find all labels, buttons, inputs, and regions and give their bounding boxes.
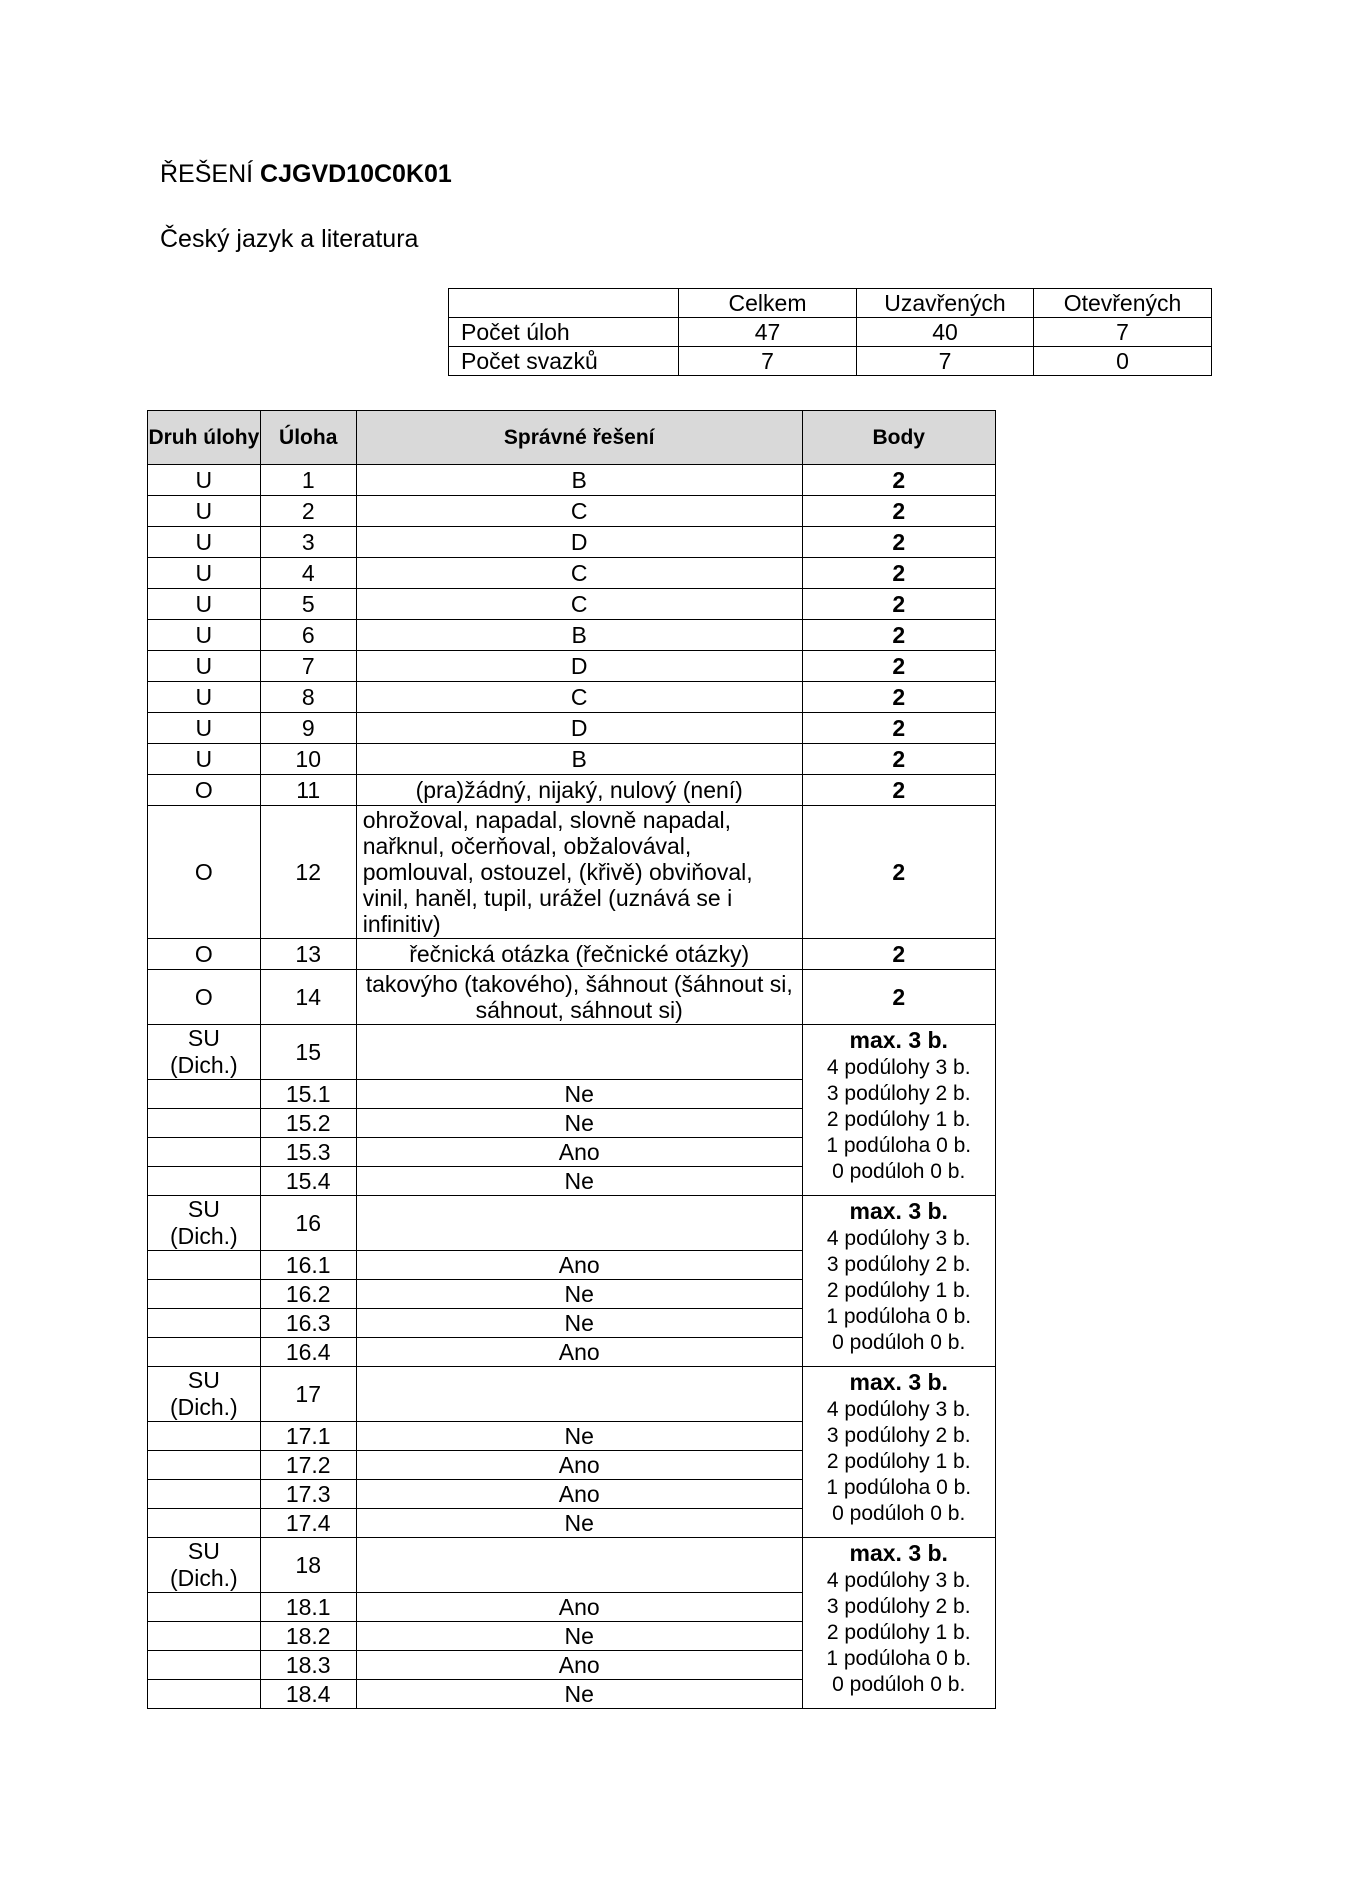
task-type-cell: O	[148, 806, 261, 939]
subtask-number-cell: 17.4	[260, 1509, 356, 1538]
solution-cell: (pra)žádný, nijaký, nulový (není)	[356, 775, 802, 806]
task-type-cell: SU (Dich.)	[148, 1367, 261, 1422]
table-row	[148, 744, 996, 775]
subject-heading: Český jazyk a literatura	[160, 225, 419, 253]
subtask-number-cell: 18.2	[260, 1622, 356, 1651]
task-type-cell	[148, 1680, 261, 1709]
points-cell: 2	[802, 970, 995, 1025]
task-number-cell: 1	[260, 465, 356, 496]
document-title	[160, 160, 452, 189]
table-row	[148, 496, 996, 527]
task-type-cell	[148, 1280, 261, 1309]
solution-cell: Ano	[356, 1251, 802, 1280]
task-number-cell: 13	[260, 939, 356, 970]
task-type-cell: U	[148, 651, 261, 682]
summary-col-header: Uzavřených	[857, 289, 1034, 318]
task-type-cell	[148, 1309, 261, 1338]
scoring-rule-line: 2 podúlohy 1 b.	[826, 1279, 971, 1302]
subtask-number-cell: 17.1	[260, 1422, 356, 1451]
subtask-number-cell: 18.4	[260, 1680, 356, 1709]
solution-cell: Ne	[356, 1167, 802, 1196]
task-type-cell: U	[148, 558, 261, 589]
table-row	[148, 806, 996, 939]
group-header-row	[148, 1025, 996, 1080]
subtask-number-cell: 16.4	[260, 1338, 356, 1367]
header-task-type: Druh úlohy	[148, 411, 261, 465]
points-cell: 2	[802, 558, 995, 589]
task-number-cell: 9	[260, 713, 356, 744]
solution-cell	[356, 1196, 802, 1251]
summary-cell: 7	[1034, 318, 1212, 347]
solution-cell: Ne	[356, 1109, 802, 1138]
task-type-cell: U	[148, 527, 261, 558]
scoring-rule-line: 3 podúlohy 2 b.	[826, 1595, 971, 1618]
table-row	[148, 713, 996, 744]
summary-cell: 47	[679, 318, 857, 347]
task-type-cell	[148, 1422, 261, 1451]
scoring-rules-cell	[802, 1025, 995, 1196]
scoring-rules-cell	[802, 1538, 995, 1709]
task-number-cell: 8	[260, 682, 356, 713]
task-number-cell: 12	[260, 806, 356, 939]
solution-cell	[356, 1025, 802, 1080]
summary-row-label: Počet úloh	[449, 318, 679, 347]
scoring-rules-cell	[802, 1196, 995, 1367]
subtask-number-cell: 15.2	[260, 1109, 356, 1138]
scoring-rule-line: 2 podúlohy 1 b.	[826, 1108, 971, 1131]
points-cell: 2	[802, 589, 995, 620]
header-task: Úloha	[260, 411, 356, 465]
subtask-number-cell: 18.1	[260, 1593, 356, 1622]
table-row	[148, 558, 996, 589]
task-type-cell: U	[148, 465, 261, 496]
scoring-rule-line: 0 podúloh 0 b.	[832, 1502, 966, 1525]
answer-header-row	[148, 411, 996, 465]
table-row	[148, 939, 996, 970]
task-type-cell: U	[148, 496, 261, 527]
summary-row-label: Počet svazků	[449, 347, 679, 376]
table-row	[148, 527, 996, 558]
scoring-rule-line: 2 podúlohy 1 b.	[826, 1621, 971, 1644]
solution-cell: C	[356, 496, 802, 527]
task-type-cell	[148, 1138, 261, 1167]
task-type-cell: U	[148, 713, 261, 744]
subtask-number-cell: 17.3	[260, 1480, 356, 1509]
subtask-number-cell: 17.2	[260, 1451, 356, 1480]
table-row	[148, 589, 996, 620]
task-number-cell: 10	[260, 744, 356, 775]
scoring-rule-line: 2 podúlohy 1 b.	[826, 1450, 971, 1473]
task-type-cell: SU (Dich.)	[148, 1025, 261, 1080]
summary-cell: 7	[679, 347, 857, 376]
solution-cell: D	[356, 713, 802, 744]
solution-cell	[356, 1538, 802, 1593]
scoring-rule-line: 4 podúlohy 3 b.	[826, 1569, 971, 1592]
solution-cell: C	[356, 558, 802, 589]
task-number-cell: 4	[260, 558, 356, 589]
task-number-cell: 16	[260, 1196, 356, 1251]
table-row	[148, 465, 996, 496]
task-number-cell: 2	[260, 496, 356, 527]
solution-cell: Ano	[356, 1480, 802, 1509]
task-type-cell	[148, 1167, 261, 1196]
solution-cell: ohrožoval, napadal, slovně napadal, nařknul, očerňoval, obžalovával, pomlouval, ostouzel, (křivě) obviňoval, vinil, haněl, tupil, urážel (uznává se i infinitiv)	[356, 806, 802, 939]
task-type-cell: SU (Dich.)	[148, 1196, 261, 1251]
points-cell: 2	[802, 465, 995, 496]
solution-cell: Ne	[356, 1680, 802, 1709]
answer-key-table	[147, 410, 996, 1709]
points-cell: 2	[802, 744, 995, 775]
points-cell: 2	[802, 620, 995, 651]
task-number-cell: 3	[260, 527, 356, 558]
task-type-cell: SU (Dich.)	[148, 1538, 261, 1593]
points-cell: 2	[802, 775, 995, 806]
summary-col-header: Otevřených	[1034, 289, 1212, 318]
solution-cell: B	[356, 465, 802, 496]
solution-cell: Ne	[356, 1422, 802, 1451]
solution-cell: Ano	[356, 1338, 802, 1367]
task-type-cell	[148, 1509, 261, 1538]
points-cell: 2	[802, 806, 995, 939]
summary-col-header: Celkem	[679, 289, 857, 318]
solution-cell: Ano	[356, 1451, 802, 1480]
scoring-rule-line: 1 podúloha 0 b.	[826, 1134, 972, 1157]
scoring-max: max. 3 b.	[849, 1540, 948, 1566]
task-type-cell	[148, 1593, 261, 1622]
summary-cell: 0	[1034, 347, 1212, 376]
task-type-cell	[148, 1109, 261, 1138]
scoring-rule-line: 3 podúlohy 2 b.	[826, 1253, 971, 1276]
header-points: Body	[802, 411, 995, 465]
solution-cell: Ne	[356, 1080, 802, 1109]
points-cell: 2	[802, 527, 995, 558]
task-type-cell: O	[148, 775, 261, 806]
header-solution: Správné řešení	[356, 411, 802, 465]
task-number-cell: 17	[260, 1367, 356, 1422]
scoring-rule-line: 3 podúlohy 2 b.	[826, 1082, 971, 1105]
scoring-rule-line: 4 podúlohy 3 b.	[826, 1056, 971, 1079]
group-header-row	[148, 1196, 996, 1251]
solution-cell: Ne	[356, 1622, 802, 1651]
task-number-cell: 11	[260, 775, 356, 806]
scoring-rule-line: 1 podúloha 0 b.	[826, 1305, 972, 1328]
task-number-cell: 14	[260, 970, 356, 1025]
summary-header-row	[449, 289, 1212, 318]
solution-cell: Ne	[356, 1509, 802, 1538]
task-type-cell	[148, 1480, 261, 1509]
task-number-cell: 5	[260, 589, 356, 620]
subtask-number-cell: 16.1	[260, 1251, 356, 1280]
points-cell: 2	[802, 682, 995, 713]
points-cell: 2	[802, 496, 995, 527]
summary-table	[448, 288, 1212, 376]
summary-corner-cell	[449, 289, 679, 318]
task-type-cell: U	[148, 620, 261, 651]
task-number-cell: 18	[260, 1538, 356, 1593]
scoring-rule-line: 0 podúloh 0 b.	[832, 1331, 966, 1354]
subtask-number-cell: 15.3	[260, 1138, 356, 1167]
points-cell: 2	[802, 651, 995, 682]
points-cell: 2	[802, 939, 995, 970]
task-type-cell	[148, 1451, 261, 1480]
summary-row	[449, 318, 1212, 347]
scoring-max: max. 3 b.	[849, 1369, 948, 1395]
title-code: CJGVD10C0K01	[260, 160, 452, 188]
scoring-rules-cell	[802, 1367, 995, 1538]
subtask-number-cell: 18.3	[260, 1651, 356, 1680]
summary-row	[449, 347, 1212, 376]
task-number-cell: 6	[260, 620, 356, 651]
solution-cell: C	[356, 682, 802, 713]
subtask-number-cell: 16.3	[260, 1309, 356, 1338]
task-type-cell: U	[148, 589, 261, 620]
solution-cell: řečnická otázka (řečnické otázky)	[356, 939, 802, 970]
task-type-cell: O	[148, 970, 261, 1025]
task-number-cell: 7	[260, 651, 356, 682]
scoring-rule-line: 0 podúloh 0 b.	[832, 1160, 966, 1183]
subtask-number-cell: 15.1	[260, 1080, 356, 1109]
scoring-rule-line: 1 podúloha 0 b.	[826, 1647, 972, 1670]
solution-cell: Ano	[356, 1138, 802, 1167]
scoring-rule-line: 0 podúloh 0 b.	[832, 1673, 966, 1696]
task-type-cell	[148, 1080, 261, 1109]
solution-cell: C	[356, 589, 802, 620]
solution-cell: B	[356, 744, 802, 775]
task-type-cell	[148, 1251, 261, 1280]
subtask-number-cell: 15.4	[260, 1167, 356, 1196]
solution-cell: Ano	[356, 1651, 802, 1680]
solution-cell: D	[356, 651, 802, 682]
task-number-cell: 15	[260, 1025, 356, 1080]
solution-cell: Ne	[356, 1309, 802, 1338]
solution-cell: B	[356, 620, 802, 651]
task-type-cell	[148, 1622, 261, 1651]
group-header-row	[148, 1367, 996, 1422]
table-row	[148, 970, 996, 1025]
group-header-row	[148, 1538, 996, 1593]
scoring-rule-line: 4 podúlohy 3 b.	[826, 1227, 971, 1250]
solution-cell: Ne	[356, 1280, 802, 1309]
task-type-cell	[148, 1651, 261, 1680]
summary-cell: 7	[857, 347, 1034, 376]
solution-cell: Ano	[356, 1593, 802, 1622]
solution-cell: takovýho (takového), šáhnout (šáhnout si, sáhnout, sáhnout si)	[356, 970, 802, 1025]
points-cell: 2	[802, 713, 995, 744]
table-row	[148, 775, 996, 806]
solution-cell	[356, 1367, 802, 1422]
scoring-rule-line: 4 podúlohy 3 b.	[826, 1398, 971, 1421]
table-row	[148, 682, 996, 713]
task-type-cell: O	[148, 939, 261, 970]
solution-cell: D	[356, 527, 802, 558]
scoring-max: max. 3 b.	[849, 1027, 948, 1053]
task-type-cell	[148, 1338, 261, 1367]
title-prefix: ŘEŠENÍ	[160, 160, 254, 188]
summary-cell: 40	[857, 318, 1034, 347]
scoring-max: max. 3 b.	[849, 1198, 948, 1224]
task-type-cell: U	[148, 744, 261, 775]
table-row	[148, 651, 996, 682]
table-row	[148, 620, 996, 651]
scoring-rule-line: 1 podúloha 0 b.	[826, 1476, 972, 1499]
scoring-rule-line: 3 podúlohy 2 b.	[826, 1424, 971, 1447]
task-type-cell: U	[148, 682, 261, 713]
subtask-number-cell: 16.2	[260, 1280, 356, 1309]
